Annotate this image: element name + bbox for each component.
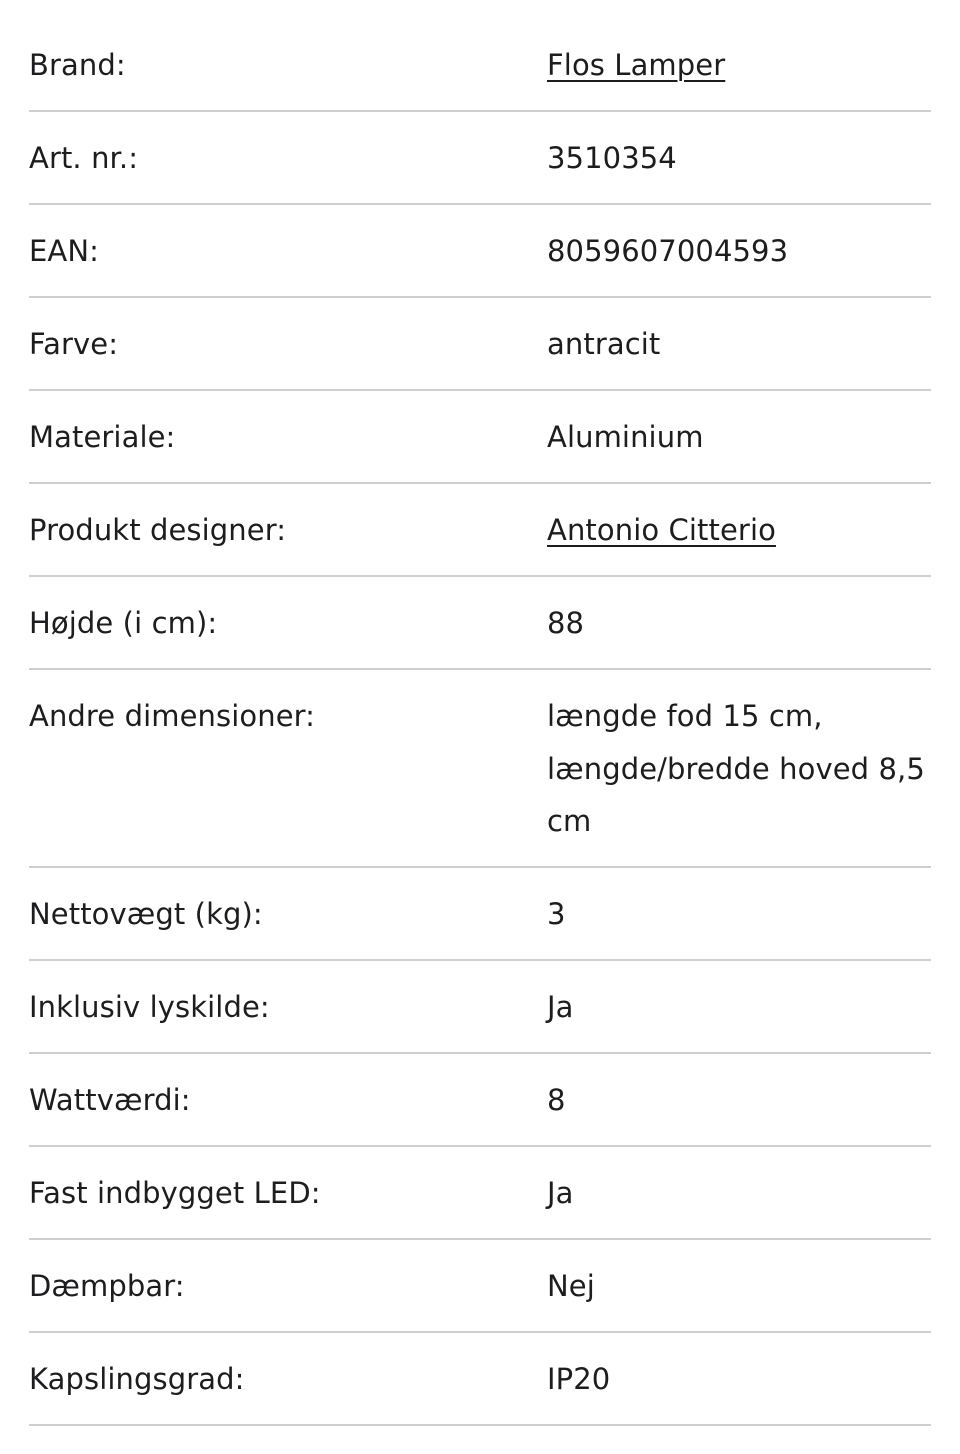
spec-value: IP20 xyxy=(547,1362,611,1396)
spec-value: 3510354 xyxy=(547,141,677,175)
spec-label: Dæmpbar: xyxy=(29,1269,185,1303)
spec-label: Farve: xyxy=(29,327,119,361)
spec-label: Nettovægt (kg): xyxy=(29,897,263,931)
spec-label: Kapslingsgrad: xyxy=(29,1362,245,1396)
spec-row-wattvaerdi xyxy=(29,1054,931,1147)
spec-row-hojde xyxy=(29,577,931,670)
spec-value: Aluminium xyxy=(547,420,704,454)
spec-label: Produkt designer: xyxy=(29,513,287,547)
spec-row-lyskilde xyxy=(29,961,931,1054)
spec-row-kapslingsgrad xyxy=(29,1333,931,1426)
spec-row-designer xyxy=(29,484,931,577)
spec-value: Ja xyxy=(547,990,574,1024)
spec-value: længde fod 15 cm, længde/bredde hoved 8,5 cm xyxy=(547,699,925,838)
spec-row-nettovaegt xyxy=(29,868,931,961)
spec-row-materiale xyxy=(29,391,931,484)
spec-label: Højde (i cm): xyxy=(29,606,218,640)
spec-row-farve xyxy=(29,298,931,391)
spec-value: 88 xyxy=(547,606,585,640)
spec-row-daempbar xyxy=(29,1240,931,1333)
designer-link[interactable]: Antonio Citterio xyxy=(547,513,776,547)
spec-row-art-nr xyxy=(29,112,931,205)
spec-label: Brand: xyxy=(29,48,126,82)
product-spec-table xyxy=(29,19,931,1426)
spec-label: Fast indbygget LED: xyxy=(29,1176,321,1210)
spec-label: EAN: xyxy=(29,234,100,268)
spec-label: Andre dimensioner: xyxy=(29,699,316,733)
spec-value: antracit xyxy=(547,327,661,361)
spec-row-fast-led xyxy=(29,1147,931,1240)
spec-row-andre-dimensioner xyxy=(29,670,931,868)
spec-row-ean xyxy=(29,205,931,298)
spec-label: Art. nr.: xyxy=(29,141,139,175)
spec-value: Nej xyxy=(547,1269,595,1303)
spec-value: Ja xyxy=(547,1176,574,1210)
brand-link[interactable]: Flos Lamper xyxy=(547,48,726,82)
spec-label: Wattværdi: xyxy=(29,1083,191,1117)
spec-value: 8 xyxy=(547,1083,566,1117)
spec-row-brand xyxy=(29,19,931,112)
spec-value: 8059607004593 xyxy=(547,234,789,268)
spec-label: Materiale: xyxy=(29,420,176,454)
spec-value: 3 xyxy=(547,897,566,931)
spec-label: Inklusiv lyskilde: xyxy=(29,990,270,1024)
